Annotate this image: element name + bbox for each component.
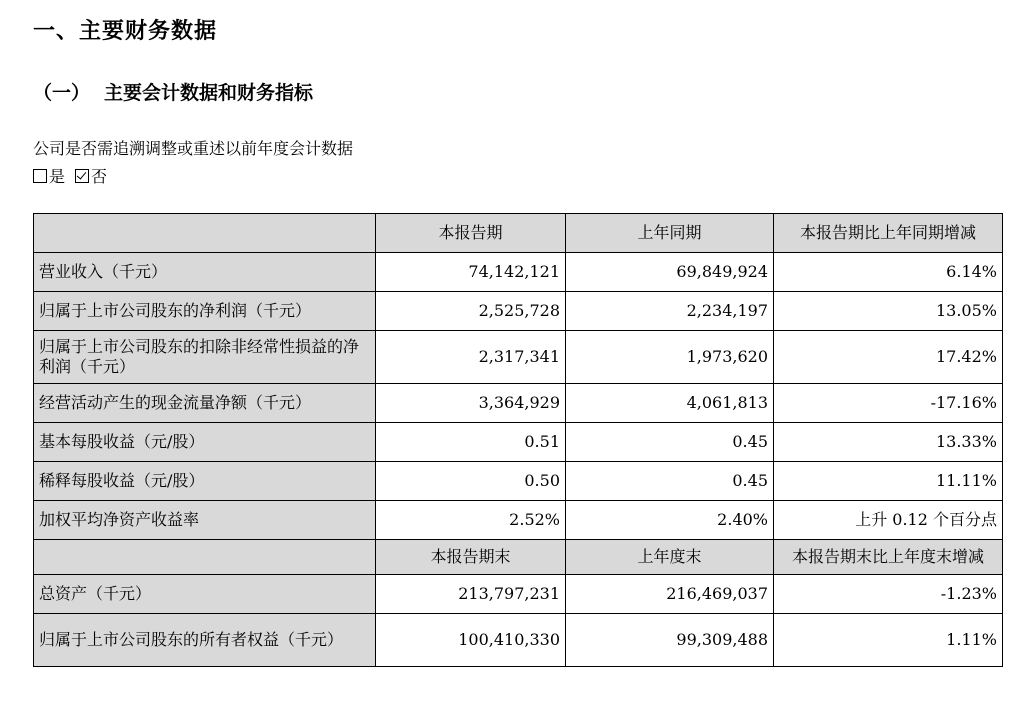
current-value: 100,410,330: [376, 614, 566, 667]
current-value: 2.52%: [376, 501, 566, 540]
table-row: [34, 575, 1003, 614]
table-row: [34, 384, 1003, 423]
table-row: [34, 501, 1003, 540]
option-yes-label: 是: [49, 167, 66, 186]
row-label: 稀释每股收益（元/股）: [34, 462, 376, 501]
change-value: 11.11%: [774, 462, 1003, 501]
table-row: [34, 462, 1003, 501]
current-value: 0.50: [376, 462, 566, 501]
table-row: [34, 423, 1003, 462]
column-header: 上年同期: [566, 214, 774, 253]
row-label: 加权平均净资产收益率: [34, 501, 376, 540]
change-value: 13.05%: [774, 292, 1003, 331]
option-no-label: 否: [91, 167, 108, 186]
row-label: 基本每股收益（元/股）: [34, 423, 376, 462]
prior-value: 69,849,924: [566, 253, 774, 292]
table-row: [34, 331, 1003, 384]
financial-data-table: [33, 213, 1003, 667]
row-label: 归属于上市公司股东的所有者权益（千元）: [34, 614, 376, 667]
row-label: 归属于上市公司股东的扣除非经常性损益的净利润（千元）: [34, 331, 376, 384]
current-value: 74,142,121: [376, 253, 566, 292]
current-value: 3,364,929: [376, 384, 566, 423]
subsection-title: 主要会计数据和财务指标: [104, 82, 314, 104]
prior-value: 99,309,488: [566, 614, 774, 667]
table-header-row: [34, 540, 1003, 575]
prior-value: 1,973,620: [566, 331, 774, 384]
column-header: 本报告期比上年同期增减: [774, 214, 1003, 253]
table-row: [34, 614, 1003, 667]
prior-value: 2.40%: [566, 501, 774, 540]
row-label: 归属于上市公司股东的净利润（千元）: [34, 292, 376, 331]
prior-value: 216,469,037: [566, 575, 774, 614]
table-row: [34, 253, 1003, 292]
change-value: -1.23%: [774, 575, 1003, 614]
subsection-heading: [33, 78, 313, 105]
header-blank-cell: [34, 214, 376, 253]
prior-value: 0.45: [566, 462, 774, 501]
column-header: 上年度末: [566, 540, 774, 575]
row-label: 经营活动产生的现金流量净额（千元）: [34, 384, 376, 423]
change-value: 上升 0.12 个百分点: [774, 501, 1003, 540]
subsection-number: （一）: [33, 82, 91, 104]
column-header: 本报告期末比上年度末增减: [774, 540, 1003, 575]
row-label: 营业收入（千元）: [34, 253, 376, 292]
change-value: 6.14%: [774, 253, 1003, 292]
section-heading: 一、主要财务数据: [33, 18, 218, 44]
prior-value: 2,234,197: [566, 292, 774, 331]
change-value: 17.42%: [774, 331, 1003, 384]
change-value: 1.11%: [774, 614, 1003, 667]
current-value: 2,317,341: [376, 331, 566, 384]
current-value: 213,797,231: [376, 575, 566, 614]
current-value: 0.51: [376, 423, 566, 462]
prior-value: 4,061,813: [566, 384, 774, 423]
change-value: -17.16%: [774, 384, 1003, 423]
column-header: 本报告期: [376, 214, 566, 253]
restatement-question: 公司是否需追溯调整或重述以前年度会计数据: [33, 139, 354, 158]
change-value: 13.33%: [774, 423, 1003, 462]
prior-value: 0.45: [566, 423, 774, 462]
header-blank-cell: [34, 540, 376, 575]
table-header-row: [34, 214, 1003, 253]
table-row: [34, 292, 1003, 331]
column-header: 本报告期末: [376, 540, 566, 575]
unchecked-box-icon: [33, 169, 47, 183]
checked-box-icon: [75, 169, 89, 183]
row-label: 总资产（千元）: [34, 575, 376, 614]
current-value: 2,525,728: [376, 292, 566, 331]
option-no: [75, 167, 107, 186]
restatement-options: [33, 164, 107, 187]
option-yes: [33, 167, 65, 186]
